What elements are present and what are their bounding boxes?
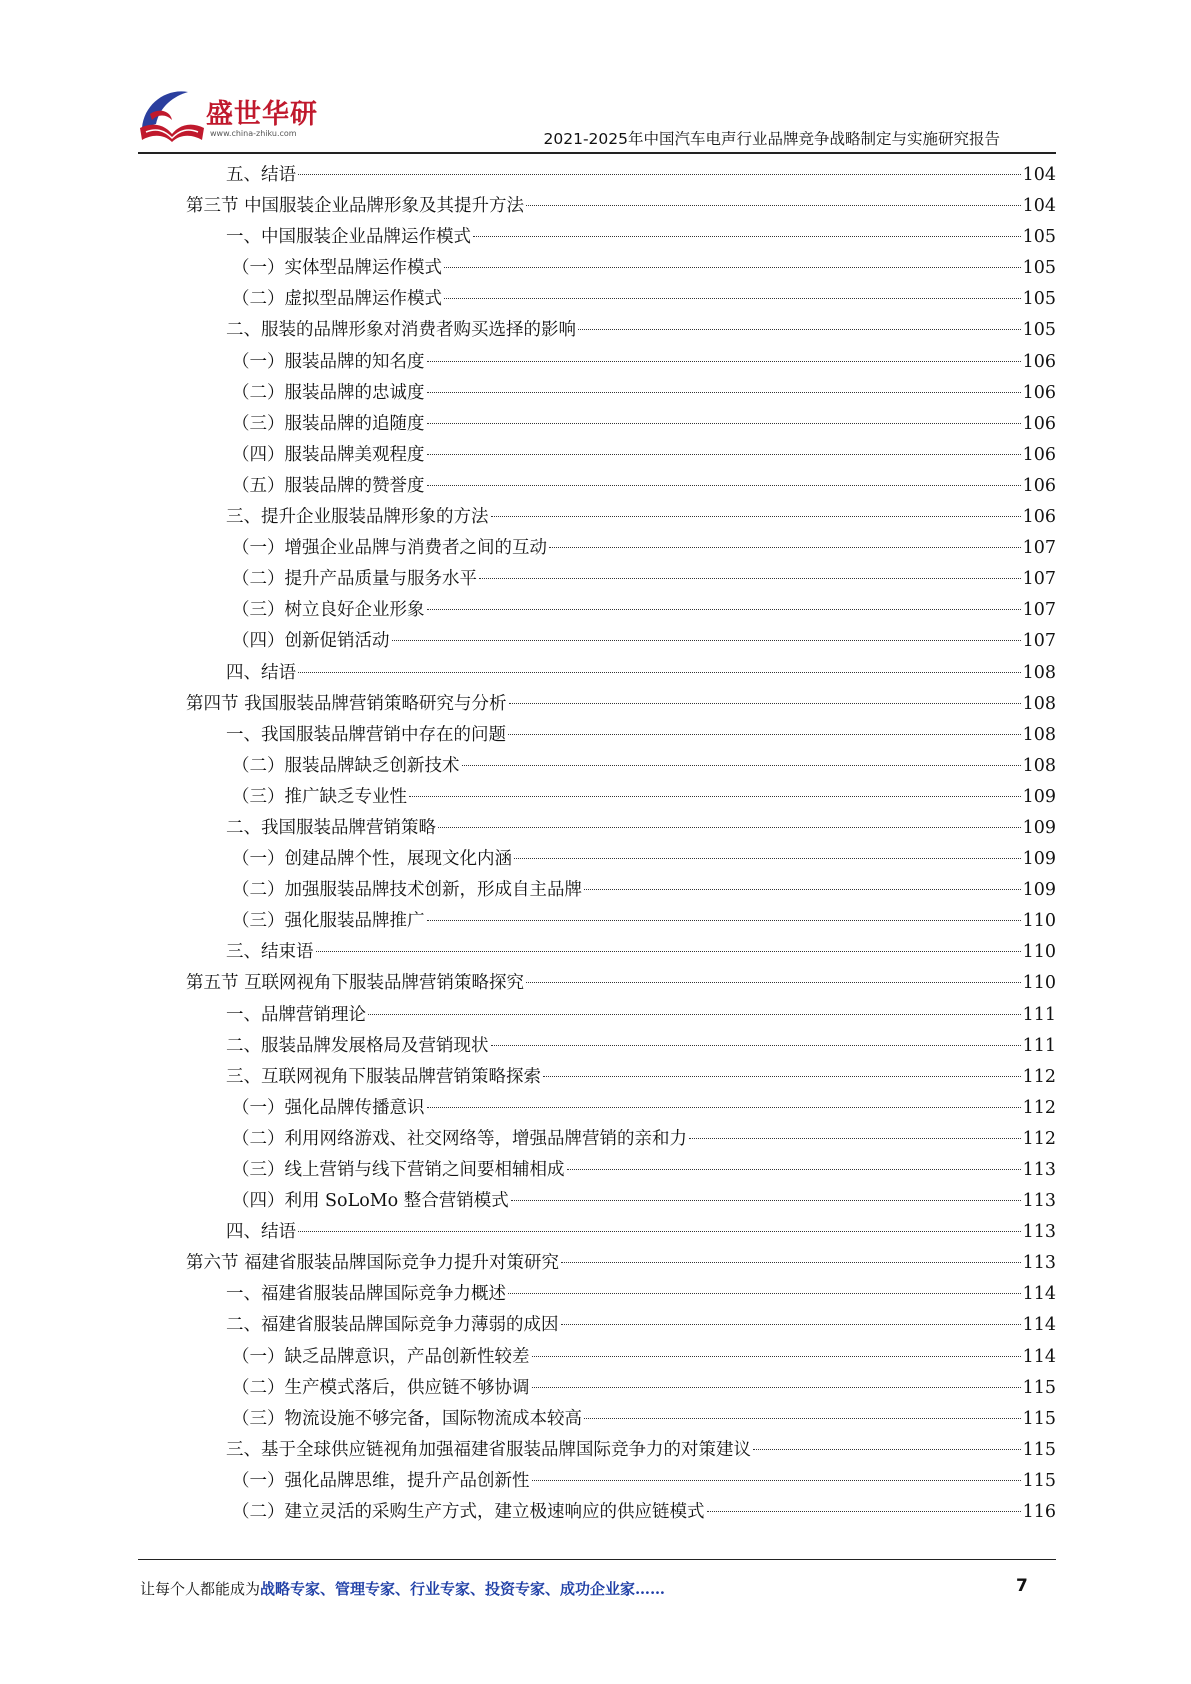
- toc-entry[interactable]: [186, 1404, 1056, 1435]
- toc-entry-page: 108: [1022, 724, 1056, 745]
- toc-entry-title: 第五节 互联网视角下服装品牌营销策略探究: [186, 973, 525, 994]
- toc-entry-page: 109: [1022, 786, 1056, 807]
- slogan-prefix: 让每个人都能成为: [140, 1580, 261, 1598]
- header-divider: [138, 152, 1056, 154]
- toc-entry-title: 一、中国服装企业品牌运作模式: [226, 227, 471, 248]
- toc-entry-title: （一）强化品牌传播意识: [232, 1097, 425, 1118]
- toc-entry-title: 四、结语: [226, 1222, 296, 1243]
- toc-entry-page: 105: [1022, 227, 1056, 248]
- toc-leader-dots: [509, 703, 1021, 704]
- toc-entry-page: 111: [1022, 1004, 1056, 1025]
- toc-entry-page: 106: [1022, 351, 1056, 372]
- toc-entry-page: 108: [1022, 693, 1056, 714]
- toc-entry[interactable]: [186, 658, 1056, 689]
- toc-entry[interactable]: [186, 1497, 1056, 1528]
- toc-entry-page: 115: [1022, 1470, 1056, 1491]
- toc-entry-title: （二）生产模式落后，供应链不够协调: [232, 1377, 530, 1398]
- toc-entry-page: 106: [1022, 413, 1056, 434]
- toc-entry[interactable]: [186, 751, 1056, 782]
- toc-entry-title: 一、福建省服装品牌国际竞争力概述: [226, 1284, 506, 1305]
- toc-entry[interactable]: [186, 1124, 1056, 1155]
- page-header: [0, 0, 1191, 160]
- table-of-contents: [186, 160, 1056, 1528]
- toc-leader-dots: [753, 1449, 1021, 1450]
- toc-entry-page: 107: [1022, 631, 1056, 652]
- toc-entry[interactable]: [186, 253, 1056, 284]
- toc-leader-dots: [409, 796, 1021, 797]
- toc-entry-title: 一、品牌营销理论: [226, 1004, 366, 1025]
- toc-entry[interactable]: [186, 533, 1056, 564]
- book-logo-icon: [136, 84, 208, 146]
- toc-leader-dots: [392, 640, 1021, 641]
- toc-entry[interactable]: [186, 689, 1056, 720]
- toc-entry[interactable]: [186, 1093, 1056, 1124]
- logo-text: 盛世华研: [206, 99, 318, 130]
- toc-leader-dots: [491, 516, 1021, 517]
- toc-entry[interactable]: [186, 160, 1056, 191]
- toc-leader-dots: [532, 1356, 1021, 1357]
- toc-entry[interactable]: [186, 471, 1056, 502]
- toc-leader-dots: [298, 174, 1021, 175]
- toc-entry-title: （二）服装品牌缺乏创新技术: [232, 755, 460, 776]
- toc-entry-title: （二）利用网络游戏、社交网络等，增强品牌营销的亲和力: [232, 1128, 687, 1149]
- toc-leader-dots: [532, 1480, 1021, 1481]
- toc-entry-page: 106: [1022, 444, 1056, 465]
- toc-entry-title: （一）实体型品牌运作模式: [232, 258, 442, 279]
- toc-entry[interactable]: [186, 1000, 1056, 1031]
- toc-entry-page: 116: [1022, 1502, 1056, 1523]
- toc-entry[interactable]: [186, 440, 1056, 471]
- toc-entry[interactable]: [186, 378, 1056, 409]
- toc-entry-page: 115: [1022, 1377, 1056, 1398]
- toc-entry[interactable]: [186, 315, 1056, 346]
- toc-entry[interactable]: [186, 1217, 1056, 1248]
- toc-entry-page: 109: [1022, 880, 1056, 901]
- toc-entry[interactable]: [186, 222, 1056, 253]
- footer-slogan: [140, 1578, 665, 1599]
- toc-entry-page: 109: [1022, 849, 1056, 870]
- toc-entry-page: 106: [1022, 475, 1056, 496]
- toc-entry-title: 二、服装品牌发展格局及营销现状: [226, 1035, 489, 1056]
- toc-entry-page: 109: [1022, 817, 1056, 838]
- toc-entry-page: 107: [1022, 538, 1056, 559]
- toc-entry-title: （二）建立灵活的采购生产方式，建立极速响应的供应链模式: [232, 1502, 705, 1523]
- toc-entry-page: 105: [1022, 289, 1056, 310]
- toc-entry-page: 114: [1022, 1315, 1056, 1336]
- toc-leader-dots: [438, 827, 1021, 828]
- toc-entry[interactable]: [186, 502, 1056, 533]
- toc-leader-dots: [427, 920, 1021, 921]
- toc-entry[interactable]: [186, 595, 1056, 626]
- toc-entry-page: 107: [1022, 600, 1056, 621]
- toc-leader-dots: [526, 205, 1021, 206]
- toc-entry[interactable]: [186, 1279, 1056, 1310]
- toc-leader-dots: [479, 578, 1021, 579]
- toc-entry-page: 105: [1022, 258, 1056, 279]
- toc-entry-title: （二）加强服装品牌技术创新，形成自主品牌: [232, 880, 582, 901]
- toc-entry-title: （一）强化品牌思维，提升产品创新性: [232, 1470, 530, 1491]
- toc-leader-dots: [707, 1511, 1021, 1512]
- toc-leader-dots: [427, 485, 1021, 486]
- toc-entry[interactable]: [186, 906, 1056, 937]
- toc-entry[interactable]: [186, 1466, 1056, 1497]
- toc-entry-page: 111: [1022, 1035, 1056, 1056]
- toc-entry-title: 三、结束语: [226, 942, 314, 963]
- toc-entry-title: （四）创新促销活动: [232, 631, 390, 652]
- toc-entry-title: 三、提升企业服装品牌形象的方法: [226, 507, 489, 528]
- toc-entry-title: （三）服装品牌的追随度: [232, 413, 425, 434]
- toc-entry-page: 105: [1022, 320, 1056, 341]
- toc-entry[interactable]: [186, 1248, 1056, 1279]
- toc-entry-title: （三）线上营销与线下营销之间要相辅相成: [232, 1160, 565, 1180]
- toc-entry-title: 三、基于全球供应链视角加强福建省服装品牌国际竞争力的对策建议: [226, 1439, 751, 1460]
- toc-entry-page: 113: [1022, 1253, 1056, 1274]
- toc-entry[interactable]: [186, 1155, 1056, 1186]
- toc-leader-dots: [514, 858, 1021, 859]
- toc-entry-page: 110: [1022, 942, 1056, 963]
- toc-leader-dots: [561, 1324, 1021, 1325]
- toc-entry[interactable]: [186, 1435, 1056, 1466]
- toc-entry[interactable]: [186, 1062, 1056, 1093]
- toc-entry-title: 第三节 中国服装企业品牌形象及其提升方法: [186, 196, 525, 217]
- slogan-highlight: 战略专家、管理专家、行业专家、投资专家、成功企业家……: [260, 1580, 666, 1598]
- toc-entry-title: （一）服装品牌的知名度: [232, 351, 425, 372]
- toc-entry-title: （二）服装品牌的忠诚度: [232, 382, 425, 403]
- toc-entry-title: 一、我国服装品牌营销中存在的问题: [226, 724, 506, 745]
- toc-entry-title: 四、结语: [226, 662, 296, 683]
- toc-leader-dots: [444, 298, 1021, 299]
- toc-leader-dots: [427, 361, 1021, 362]
- page-number: 7: [1016, 1576, 1028, 1596]
- toc-entry[interactable]: [186, 1373, 1056, 1404]
- toc-entry-title: 二、我国服装品牌营销策略: [226, 817, 436, 838]
- toc-leader-dots: [689, 1138, 1021, 1139]
- toc-entry-title: （五）服装品牌的赞誉度: [232, 475, 425, 496]
- toc-entry-title: （一）创建品牌个性，展现文化内涵: [232, 849, 512, 870]
- toc-leader-dots: [526, 982, 1021, 983]
- toc-leader-dots: [444, 267, 1021, 268]
- toc-entry-page: 115: [1022, 1408, 1056, 1429]
- toc-leader-dots: [578, 329, 1021, 330]
- toc-entry-title: 五、结语: [226, 165, 296, 185]
- toc-leader-dots: [368, 1014, 1021, 1015]
- toc-leader-dots: [491, 1045, 1021, 1046]
- toc-leader-dots: [561, 1262, 1021, 1263]
- toc-entry[interactable]: [186, 937, 1056, 968]
- toc-entry[interactable]: [186, 813, 1056, 844]
- toc-leader-dots: [427, 392, 1021, 393]
- toc-leader-dots: [532, 1387, 1021, 1388]
- toc-leader-dots: [543, 1076, 1021, 1077]
- toc-leader-dots: [298, 1231, 1021, 1232]
- logo-url: www.china-zhiku.com: [210, 129, 297, 138]
- toc-entry-page: 112: [1022, 1066, 1056, 1087]
- toc-entry[interactable]: [186, 1186, 1056, 1217]
- toc-entry-page: 104: [1022, 196, 1056, 217]
- toc-entry-title: （四）利用 SoLoMo 整合营销模式: [232, 1191, 509, 1212]
- toc-entry-page: 106: [1022, 507, 1056, 528]
- toc-entry-title: （四）服装品牌美观程度: [232, 444, 425, 465]
- toc-entry-page: 106: [1022, 382, 1056, 403]
- toc-entry[interactable]: [186, 626, 1056, 657]
- toc-leader-dots: [584, 889, 1021, 890]
- toc-entry-title: （三）推广缺乏专业性: [232, 786, 407, 807]
- toc-entry[interactable]: [186, 1342, 1056, 1373]
- company-logo: [136, 84, 318, 146]
- toc-leader-dots: [508, 1293, 1021, 1294]
- toc-entry-title: （一）缺乏品牌意识，产品创新性较差: [232, 1346, 530, 1367]
- toc-entry[interactable]: [186, 191, 1056, 222]
- toc-leader-dots: [427, 423, 1021, 424]
- toc-entry-page: 115: [1022, 1439, 1056, 1460]
- toc-leader-dots: [567, 1169, 1021, 1170]
- toc-entry[interactable]: [186, 1310, 1056, 1341]
- toc-entry-title: 第六节 福建省服装品牌国际竞争力提升对策研究: [186, 1253, 560, 1274]
- toc-leader-dots: [427, 454, 1021, 455]
- toc-leader-dots: [427, 609, 1021, 610]
- toc-entry-page: 112: [1022, 1097, 1056, 1118]
- toc-entry-page: 112: [1022, 1128, 1056, 1149]
- footer-divider: [138, 1559, 1056, 1560]
- toc-entry-title: （一）增强企业品牌与消费者之间的互动: [232, 538, 547, 559]
- toc-leader-dots: [511, 1200, 1021, 1201]
- toc-leader-dots: [316, 951, 1021, 952]
- toc-entry-title: 二、服装的品牌形象对消费者购买选择的影响: [226, 320, 576, 341]
- toc-entry[interactable]: [186, 844, 1056, 875]
- toc-entry[interactable]: [186, 564, 1056, 595]
- toc-entry[interactable]: [186, 284, 1056, 315]
- toc-leader-dots: [427, 1107, 1021, 1108]
- toc-entry-page: 110: [1022, 911, 1056, 932]
- toc-entry-title: 二、福建省服装品牌国际竞争力薄弱的成因: [226, 1315, 559, 1336]
- toc-entry[interactable]: [186, 409, 1056, 440]
- toc-entry-page: 114: [1022, 1284, 1056, 1305]
- toc-entry-title: （三）强化服装品牌推广: [232, 911, 425, 932]
- toc-entry[interactable]: [186, 875, 1056, 906]
- toc-entry[interactable]: [186, 1031, 1056, 1062]
- toc-leader-dots: [508, 734, 1021, 735]
- toc-entry-page: 114: [1022, 1346, 1056, 1367]
- toc-leader-dots: [549, 547, 1021, 548]
- toc-entry-page: 113: [1022, 1222, 1056, 1243]
- toc-entry-title: 第四节 我国服装品牌营销策略研究与分析: [186, 693, 507, 714]
- toc-entry[interactable]: [186, 968, 1056, 999]
- toc-leader-dots: [462, 765, 1021, 766]
- toc-entry-title: （二）虚拟型品牌运作模式: [232, 289, 442, 310]
- toc-entry-title: 三、互联网视角下服装品牌营销策略探索: [226, 1066, 541, 1087]
- toc-entry[interactable]: [186, 782, 1056, 813]
- toc-entry-page: 113: [1022, 1160, 1056, 1180]
- toc-leader-dots: [473, 236, 1021, 237]
- toc-entry-page: 104: [1022, 165, 1056, 185]
- toc-entry-page: 108: [1022, 662, 1056, 683]
- toc-entry-title: （二）提升产品质量与服务水平: [232, 569, 477, 590]
- toc-entry[interactable]: [186, 720, 1056, 751]
- toc-leader-dots: [298, 672, 1021, 673]
- toc-entry-page: 113: [1022, 1191, 1056, 1212]
- toc-entry-title: （三）物流设施不够完备，国际物流成本较高: [232, 1408, 582, 1429]
- toc-entry-title: （三）树立良好企业形象: [232, 600, 425, 621]
- toc-entry-page: 110: [1022, 973, 1056, 994]
- toc-entry-page: 107: [1022, 569, 1056, 590]
- report-title: 2021-2025年中国汽车电声行业品牌竞争战略制定与实施研究报告: [543, 130, 1000, 148]
- toc-entry[interactable]: [186, 347, 1056, 378]
- toc-leader-dots: [584, 1418, 1021, 1419]
- toc-entry-page: 108: [1022, 755, 1056, 776]
